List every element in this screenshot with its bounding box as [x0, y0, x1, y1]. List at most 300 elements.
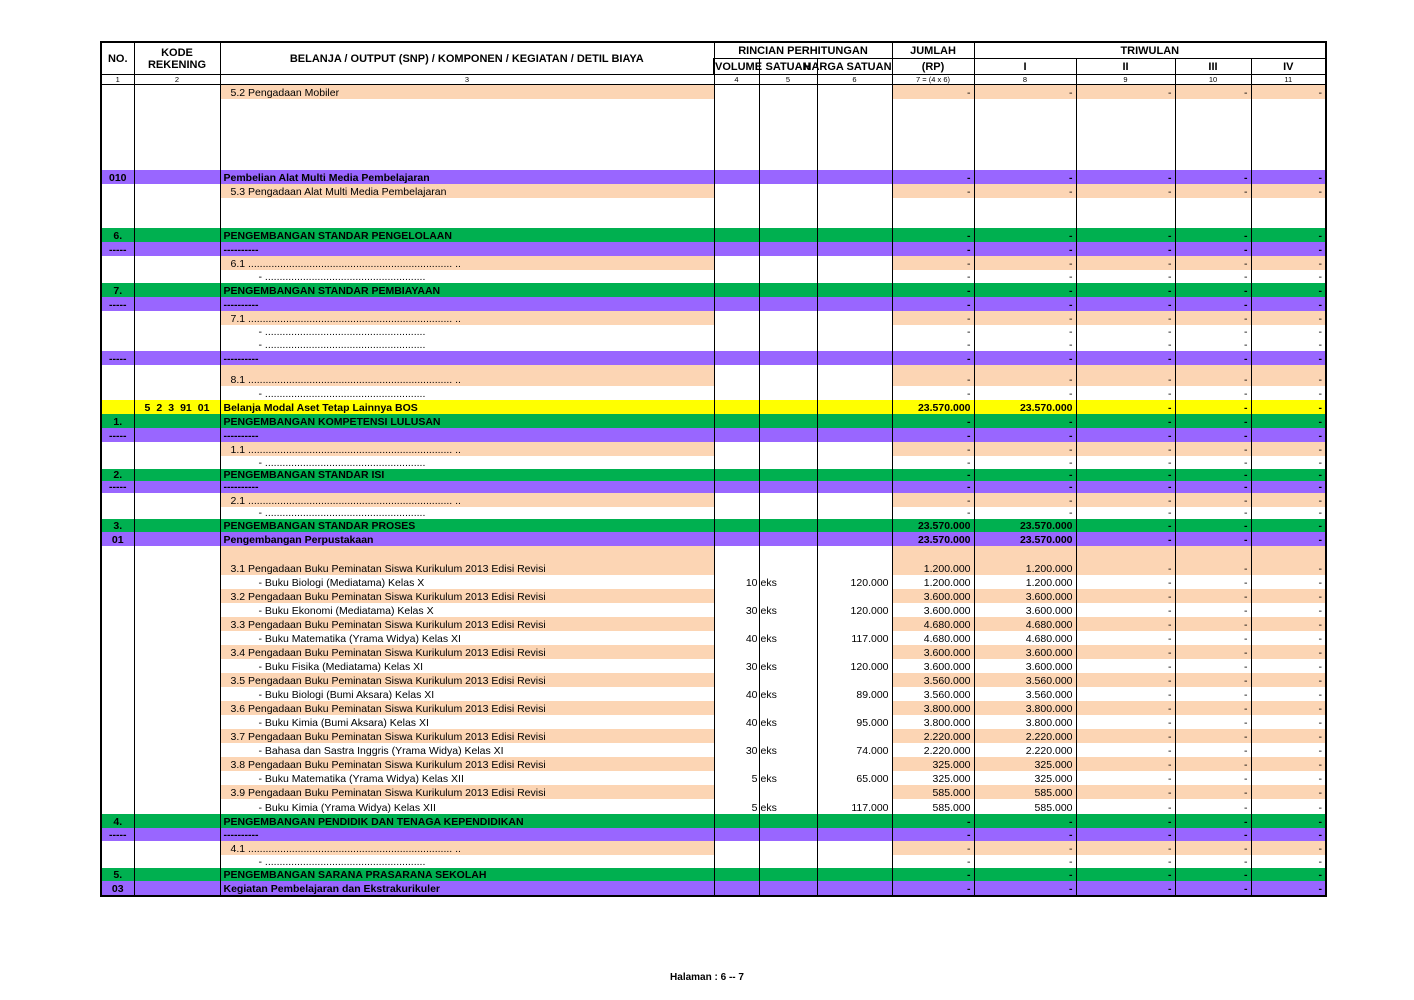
- cell-kode-rekening: [134, 532, 220, 546]
- cell-triwulan-2: -: [1076, 228, 1175, 242]
- page-footer: Halaman : 6 -- 7: [670, 972, 744, 983]
- cell-uraian: - .......................................................: [220, 270, 714, 283]
- cell-kode-rekening: [134, 519, 220, 532]
- cell-harga-satuan: [817, 868, 892, 881]
- colnum: 11: [1251, 75, 1326, 85]
- cell-triwulan-3: -: [1175, 532, 1251, 546]
- cell-triwulan-4: -: [1251, 687, 1326, 701]
- cell-triwulan-1: 3.600.000: [974, 645, 1076, 659]
- table-row: [101, 184, 1326, 198]
- cell-satuan: [759, 729, 817, 743]
- cell-triwulan-3: -: [1175, 687, 1251, 701]
- cell-satuan: [759, 481, 817, 493]
- cell-satuan: [759, 757, 817, 771]
- cell-volume: [714, 228, 759, 242]
- cell-harga-satuan: 120.000: [817, 575, 892, 589]
- cell-uraian: - Buku Kimia (Bumi Aksara) Kelas XI: [220, 715, 714, 729]
- header-tw-4: IV: [1251, 59, 1326, 75]
- cell-kode-rekening: [134, 297, 220, 311]
- table-row: [101, 617, 1326, 631]
- cell-jumlah: -: [892, 814, 974, 828]
- cell-jumlah: 4.680.000: [892, 617, 974, 631]
- cell-harga-satuan: 95.000: [817, 715, 892, 729]
- colnum: 8: [974, 75, 1076, 85]
- cell-triwulan-3: -: [1175, 184, 1251, 198]
- cell-volume: [714, 184, 759, 198]
- cell-satuan: [759, 428, 817, 442]
- cell-jumlah: 3.560.000: [892, 673, 974, 687]
- cell-no: [101, 603, 134, 617]
- cell-uraian: 3.1 Pengadaan Buku Peminatan Siswa Kurikulum 2013 Edisi Revisi: [220, 546, 714, 575]
- cell-kode-rekening: [134, 617, 220, 631]
- cell-volume: [714, 645, 759, 659]
- cell-triwulan-4: -: [1251, 256, 1326, 270]
- table-row: [101, 297, 1326, 311]
- cell-triwulan-4: -: [1251, 715, 1326, 729]
- cell-jumlah: [892, 198, 974, 228]
- cell-volume: [714, 400, 759, 414]
- table-header: [101, 42, 1326, 85]
- cell-harga-satuan: 120.000: [817, 603, 892, 617]
- cell-triwulan-2: -: [1076, 85, 1175, 100]
- cell-triwulan-1: -: [974, 184, 1076, 198]
- cell-triwulan-1: -: [974, 881, 1076, 896]
- cell-triwulan-1: -: [974, 507, 1076, 519]
- table-row: [101, 645, 1326, 659]
- cell-satuan: eks: [759, 687, 817, 701]
- cell-kode-rekening: [134, 428, 220, 442]
- cell-no: -----: [101, 351, 134, 365]
- cell-uraian: PENGEMBANGAN PENDIDIK DAN TENAGA KEPENDIDIKAN: [220, 814, 714, 828]
- cell-satuan: [759, 493, 817, 507]
- cell-no: 01: [101, 532, 134, 546]
- cell-no: [101, 631, 134, 645]
- cell-kode-rekening: [134, 828, 220, 841]
- cell-volume: 5: [714, 799, 759, 814]
- cell-triwulan-3: -: [1175, 603, 1251, 617]
- cell-triwulan-2: -: [1076, 701, 1175, 715]
- cell-no: -----: [101, 242, 134, 256]
- cell-satuan: [759, 414, 817, 428]
- cell-volume: [714, 198, 759, 228]
- table-row: [101, 673, 1326, 687]
- cell-triwulan-2: -: [1076, 743, 1175, 757]
- cell-triwulan-2: -: [1076, 881, 1175, 896]
- cell-harga-satuan: [817, 493, 892, 507]
- cell-volume: [714, 814, 759, 828]
- cell-triwulan-3: -: [1175, 325, 1251, 338]
- cell-jumlah: -: [892, 325, 974, 338]
- cell-triwulan-3: -: [1175, 365, 1251, 386]
- cell-jumlah: -: [892, 428, 974, 442]
- cell-triwulan-3: -: [1175, 757, 1251, 771]
- cell-kode-rekening: [134, 351, 220, 365]
- cell-triwulan-1: -: [974, 841, 1076, 855]
- cell-triwulan-2: -: [1076, 785, 1175, 799]
- cell-volume: 5: [714, 771, 759, 785]
- cell-triwulan-4: -: [1251, 283, 1326, 297]
- cell-no: -----: [101, 297, 134, 311]
- cell-jumlah: -: [892, 442, 974, 456]
- cell-uraian: 3.3 Pengadaan Buku Peminatan Siswa Kurikulum 2013 Edisi Revisi: [220, 617, 714, 631]
- cell-harga-satuan: 117.000: [817, 799, 892, 814]
- cell-triwulan-2: -: [1076, 311, 1175, 325]
- cell-triwulan-4: -: [1251, 701, 1326, 715]
- cell-triwulan-3: -: [1175, 729, 1251, 743]
- cell-triwulan-1: -: [974, 85, 1076, 100]
- cell-jumlah: 3.600.000: [892, 603, 974, 617]
- table-row: [101, 631, 1326, 645]
- table-row: [101, 507, 1326, 519]
- cell-satuan: [759, 228, 817, 242]
- cell-triwulan-1: -: [974, 270, 1076, 283]
- table-row: [101, 198, 1326, 228]
- table-row: [101, 428, 1326, 442]
- colnum: 9: [1076, 75, 1175, 85]
- cell-triwulan-4: -: [1251, 575, 1326, 589]
- cell-triwulan-1: 3.600.000: [974, 603, 1076, 617]
- cell-triwulan-4: -: [1251, 785, 1326, 799]
- cell-kode-rekening: [134, 673, 220, 687]
- cell-jumlah: -: [892, 270, 974, 283]
- cell-uraian: 3.8 Pengadaan Buku Peminatan Siswa Kurikulum 2013 Edisi Revisi: [220, 757, 714, 771]
- cell-volume: 30: [714, 603, 759, 617]
- cell-triwulan-2: -: [1076, 575, 1175, 589]
- cell-volume: [714, 85, 759, 100]
- cell-satuan: [759, 338, 817, 351]
- colnum: 2: [134, 75, 220, 85]
- kode-segment: 01: [197, 402, 210, 414]
- cell-triwulan-3: -: [1175, 799, 1251, 814]
- table-row: [101, 228, 1326, 242]
- cell-uraian: PENGEMBANGAN STANDAR ISI: [220, 469, 714, 481]
- cell-no: [101, 617, 134, 631]
- cell-no: [101, 198, 134, 228]
- colnum: 10: [1175, 75, 1251, 85]
- cell-triwulan-1: -: [974, 242, 1076, 256]
- cell-triwulan-1: -: [974, 855, 1076, 868]
- cell-triwulan-2: -: [1076, 400, 1175, 414]
- cell-harga-satuan: [817, 507, 892, 519]
- cell-uraian: - .......................................................: [220, 855, 714, 868]
- cell-triwulan-4: -: [1251, 757, 1326, 771]
- cell-triwulan-4: -: [1251, 743, 1326, 757]
- table-row: [101, 532, 1326, 546]
- cell-kode-rekening: [134, 701, 220, 715]
- cell-kode-rekening: [134, 603, 220, 617]
- cell-uraian: Belanja Modal Aset Tetap Lainnya BOS: [220, 400, 714, 414]
- cell-harga-satuan: [817, 198, 892, 228]
- cell-satuan: [759, 855, 817, 868]
- cell-triwulan-2: -: [1076, 442, 1175, 456]
- cell-triwulan-1: -: [974, 365, 1076, 386]
- cell-jumlah: -: [892, 256, 974, 270]
- cell-volume: [714, 170, 759, 184]
- cell-no: 010: [101, 170, 134, 184]
- cell-triwulan-1: 1.200.000: [974, 575, 1076, 589]
- cell-uraian: 4.1 ...................................................................... ..: [220, 841, 714, 855]
- cell-triwulan-2: -: [1076, 325, 1175, 338]
- cell-satuan: [759, 507, 817, 519]
- cell-harga-satuan: [817, 589, 892, 603]
- table-row: [101, 855, 1326, 868]
- cell-kode-rekening: [134, 85, 220, 100]
- table-row: [101, 701, 1326, 715]
- cell-triwulan-3: -: [1175, 743, 1251, 757]
- cell-satuan: [759, 814, 817, 828]
- cell-satuan: [759, 297, 817, 311]
- cell-kode-rekening: [134, 881, 220, 896]
- table-row: [101, 456, 1326, 469]
- cell-uraian: 6.1 ...................................................................... ..: [220, 256, 714, 270]
- table-row: [101, 414, 1326, 428]
- cell-harga-satuan: [817, 270, 892, 283]
- cell-triwulan-3: -: [1175, 673, 1251, 687]
- cell-harga-satuan: [817, 881, 892, 896]
- cell-satuan: [759, 198, 817, 228]
- cell-triwulan-2: -: [1076, 828, 1175, 841]
- header-uraian: BELANJA / OUTPUT (SNP) / KOMPONEN / KEGIATAN / DETIL BIAYA: [220, 42, 714, 75]
- cell-jumlah: -: [892, 868, 974, 881]
- cell-triwulan-4: [1251, 198, 1326, 228]
- table-row: [101, 481, 1326, 493]
- cell-kode-rekening: [134, 799, 220, 814]
- cell-satuan: [759, 785, 817, 799]
- cell-kode-rekening: [134, 868, 220, 881]
- cell-kode-rekening: [134, 442, 220, 456]
- cell-no: -----: [101, 481, 134, 493]
- cell-triwulan-4: -: [1251, 659, 1326, 673]
- cell-volume: [714, 338, 759, 351]
- cell-no: [101, 743, 134, 757]
- table-row: [101, 325, 1326, 338]
- cell-triwulan-4: -: [1251, 365, 1326, 386]
- cell-triwulan-4: -: [1251, 799, 1326, 814]
- cell-jumlah: -: [892, 841, 974, 855]
- cell-uraian: - Buku Fisika (Mediatama) Kelas XI: [220, 659, 714, 673]
- cell-kode-rekening: [134, 631, 220, 645]
- cell-no: [101, 701, 134, 715]
- cell-kode-rekening: [134, 198, 220, 228]
- header-tw-3: III: [1175, 59, 1251, 75]
- cell-volume: [714, 673, 759, 687]
- cell-triwulan-1: 4.680.000: [974, 631, 1076, 645]
- cell-kode-rekening: [134, 575, 220, 589]
- cell-harga-satuan: [817, 855, 892, 868]
- cell-no: [101, 365, 134, 386]
- cell-satuan: [759, 85, 817, 100]
- cell-triwulan-4: -: [1251, 855, 1326, 868]
- cell-triwulan-3: -: [1175, 701, 1251, 715]
- cell-harga-satuan: [817, 283, 892, 297]
- cell-triwulan-1: -: [974, 338, 1076, 351]
- cell-satuan: [759, 283, 817, 297]
- cell-triwulan-2: [1076, 99, 1175, 170]
- cell-uraian: ----------: [220, 351, 714, 365]
- cell-triwulan-3: -: [1175, 493, 1251, 507]
- table-row: [101, 715, 1326, 729]
- cell-jumlah: -: [892, 228, 974, 242]
- cell-harga-satuan: [817, 338, 892, 351]
- cell-satuan: [759, 256, 817, 270]
- cell-triwulan-3: -: [1175, 785, 1251, 799]
- cell-harga-satuan: 117.000: [817, 631, 892, 645]
- cell-triwulan-2: [1076, 198, 1175, 228]
- cell-harga-satuan: [817, 481, 892, 493]
- cell-triwulan-4: -: [1251, 170, 1326, 184]
- cell-triwulan-1: 23.570.000: [974, 400, 1076, 414]
- cell-triwulan-2: -: [1076, 184, 1175, 198]
- cell-triwulan-4: -: [1251, 546, 1326, 575]
- cell-triwulan-4: -: [1251, 428, 1326, 442]
- cell-harga-satuan: 89.000: [817, 687, 892, 701]
- cell-triwulan-2: -: [1076, 519, 1175, 532]
- cell-triwulan-3: -: [1175, 283, 1251, 297]
- cell-harga-satuan: [817, 469, 892, 481]
- kode-segment: 5: [144, 402, 151, 414]
- cell-no: 6.: [101, 228, 134, 242]
- cell-volume: 40: [714, 687, 759, 701]
- cell-volume: [714, 546, 759, 575]
- cell-jumlah: -: [892, 297, 974, 311]
- cell-triwulan-3: -: [1175, 85, 1251, 100]
- cell-satuan: [759, 99, 817, 170]
- cell-jumlah: 325.000: [892, 757, 974, 771]
- table-row: [101, 270, 1326, 283]
- cell-triwulan-4: -: [1251, 507, 1326, 519]
- cell-kode-rekening: [134, 242, 220, 256]
- cell-jumlah: -: [892, 242, 974, 256]
- cell-triwulan-4: -: [1251, 868, 1326, 881]
- cell-triwulan-3: -: [1175, 386, 1251, 400]
- cell-triwulan-4: -: [1251, 481, 1326, 493]
- cell-triwulan-2: -: [1076, 414, 1175, 428]
- cell-uraian: 3.9 Pengadaan Buku Peminatan Siswa Kurikulum 2013 Edisi Revisi: [220, 785, 714, 799]
- cell-volume: [714, 99, 759, 170]
- cell-no: [101, 493, 134, 507]
- cell-triwulan-2: -: [1076, 814, 1175, 828]
- cell-triwulan-2: -: [1076, 631, 1175, 645]
- cell-no: [101, 256, 134, 270]
- cell-uraian: 3.2 Pengadaan Buku Peminatan Siswa Kurikulum 2013 Edisi Revisi: [220, 589, 714, 603]
- cell-jumlah: -: [892, 184, 974, 198]
- cell-no: [101, 715, 134, 729]
- cell-triwulan-4: [1251, 99, 1326, 170]
- table-row: [101, 575, 1326, 589]
- cell-triwulan-3: -: [1175, 469, 1251, 481]
- cell-triwulan-1: -: [974, 456, 1076, 469]
- cell-no: [101, 311, 134, 325]
- cell-kode-rekening: [134, 814, 220, 828]
- cell-volume: [714, 828, 759, 841]
- cell-uraian: ----------: [220, 242, 714, 256]
- cell-triwulan-4: -: [1251, 85, 1326, 100]
- table-row: [101, 603, 1326, 617]
- cell-no: [101, 400, 134, 414]
- cell-harga-satuan: [817, 785, 892, 799]
- cell-kode-rekening: [134, 493, 220, 507]
- cell-triwulan-3: -: [1175, 297, 1251, 311]
- cell-no: [101, 338, 134, 351]
- cell-jumlah: -: [892, 881, 974, 896]
- cell-triwulan-1: -: [974, 868, 1076, 881]
- cell-satuan: [759, 881, 817, 896]
- cell-triwulan-2: -: [1076, 799, 1175, 814]
- cell-uraian: - .......................................................: [220, 386, 714, 400]
- cell-triwulan-2: -: [1076, 469, 1175, 481]
- cell-harga-satuan: [817, 701, 892, 715]
- cell-jumlah: 3.560.000: [892, 687, 974, 701]
- cell-harga-satuan: [817, 256, 892, 270]
- cell-triwulan-3: -: [1175, 771, 1251, 785]
- cell-uraian: ----------: [220, 297, 714, 311]
- cell-triwulan-4: -: [1251, 532, 1326, 546]
- cell-triwulan-1: -: [974, 442, 1076, 456]
- cell-triwulan-4: -: [1251, 469, 1326, 481]
- cell-uraian: ----------: [220, 481, 714, 493]
- cell-satuan: [759, 311, 817, 325]
- cell-no: [101, 325, 134, 338]
- cell-triwulan-3: -: [1175, 659, 1251, 673]
- cell-no: [101, 546, 134, 575]
- cell-triwulan-2: -: [1076, 428, 1175, 442]
- cell-kode-rekening: [134, 99, 220, 170]
- cell-satuan: [759, 868, 817, 881]
- table-row: [101, 743, 1326, 757]
- table-row: [101, 841, 1326, 855]
- cell-volume: [714, 414, 759, 428]
- cell-satuan: eks: [759, 575, 817, 589]
- cell-triwulan-1: -: [974, 228, 1076, 242]
- cell-no: [101, 645, 134, 659]
- cell-jumlah: -: [892, 493, 974, 507]
- cell-volume: [714, 507, 759, 519]
- table-row: [101, 242, 1326, 256]
- cell-no: [101, 442, 134, 456]
- cell-harga-satuan: [817, 99, 892, 170]
- cell-harga-satuan: [817, 757, 892, 771]
- cell-volume: [714, 256, 759, 270]
- cell-volume: [714, 365, 759, 386]
- cell-triwulan-4: -: [1251, 311, 1326, 325]
- cell-satuan: eks: [759, 771, 817, 785]
- cell-triwulan-2: -: [1076, 242, 1175, 256]
- cell-jumlah: 4.680.000: [892, 631, 974, 645]
- cell-triwulan-3: -: [1175, 481, 1251, 493]
- cell-triwulan-4: -: [1251, 242, 1326, 256]
- cell-kode-rekening: [134, 456, 220, 469]
- cell-triwulan-1: -: [974, 170, 1076, 184]
- cell-harga-satuan: [817, 351, 892, 365]
- cell-triwulan-3: -: [1175, 414, 1251, 428]
- cell-triwulan-2: -: [1076, 617, 1175, 631]
- cell-no: [101, 589, 134, 603]
- cell-uraian: 3.7 Pengadaan Buku Peminatan Siswa Kurikulum 2013 Edisi Revisi: [220, 729, 714, 743]
- cell-triwulan-1: 1.200.000: [974, 546, 1076, 575]
- cell-jumlah: -: [892, 386, 974, 400]
- cell-no: -----: [101, 828, 134, 841]
- cell-jumlah: -: [892, 365, 974, 386]
- cell-triwulan-3: -: [1175, 170, 1251, 184]
- cell-volume: [714, 881, 759, 896]
- cell-volume: [714, 270, 759, 283]
- cell-triwulan-4: -: [1251, 297, 1326, 311]
- cell-triwulan-1: 3.800.000: [974, 715, 1076, 729]
- cell-volume: [714, 297, 759, 311]
- cell-kode-rekening: [134, 715, 220, 729]
- cell-jumlah: 3.600.000: [892, 659, 974, 673]
- cell-no: [101, 799, 134, 814]
